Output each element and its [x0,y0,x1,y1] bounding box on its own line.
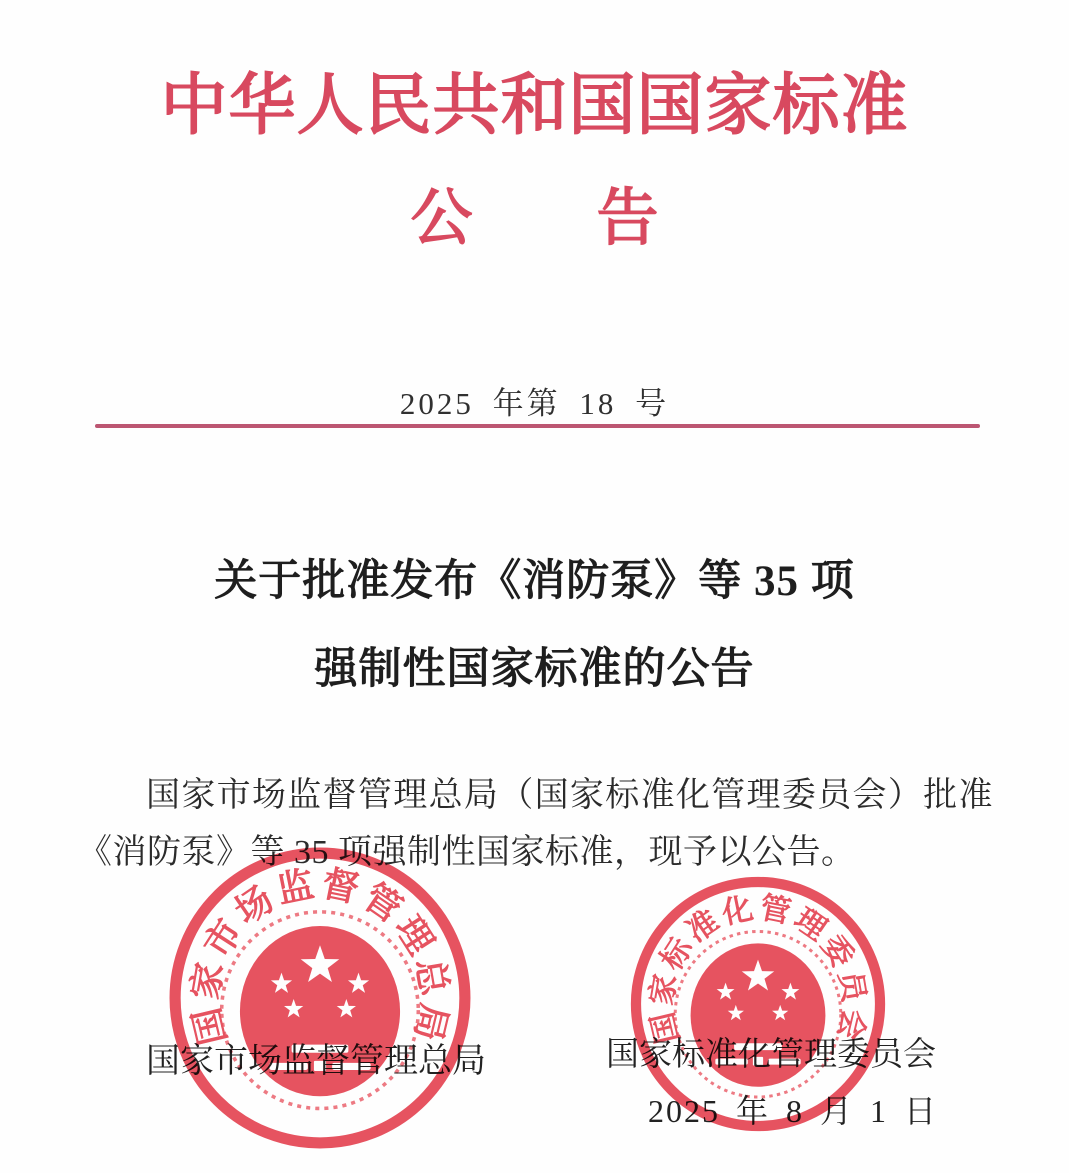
announcement-title-line2: 强制性国家标准的公告 [314,646,755,693]
signature-date: 2025 年 8 月 1 日 [648,1093,939,1129]
official-seal-samr-icon [168,846,472,1150]
signature-agency-left: 国家市场监督管理总局 [146,1043,486,1080]
body-paragraph: 国家市场监督管理总局（国家标准化管理委员会）批准《消防泵》等 35 项强制性国家标准，现予以公告。 [78,777,993,871]
page-subtitle: 公 告 [410,185,659,253]
issue-number: 2025 年第 18 号 [399,386,670,421]
announcement-title-line1: 关于批准发布《消防泵》等 35 项 [214,558,855,605]
red-divider-rule [95,424,980,428]
signature-agency-right: 国家标准化管理委员会 [606,1037,936,1073]
seal-ring-text-left: 国家市场监督管理总局 [184,862,456,1049]
page-title: 中华人民共和国国家标准 [160,69,909,143]
seal-ring-text-right: 国家标准化管理委员会 [644,890,872,1047]
